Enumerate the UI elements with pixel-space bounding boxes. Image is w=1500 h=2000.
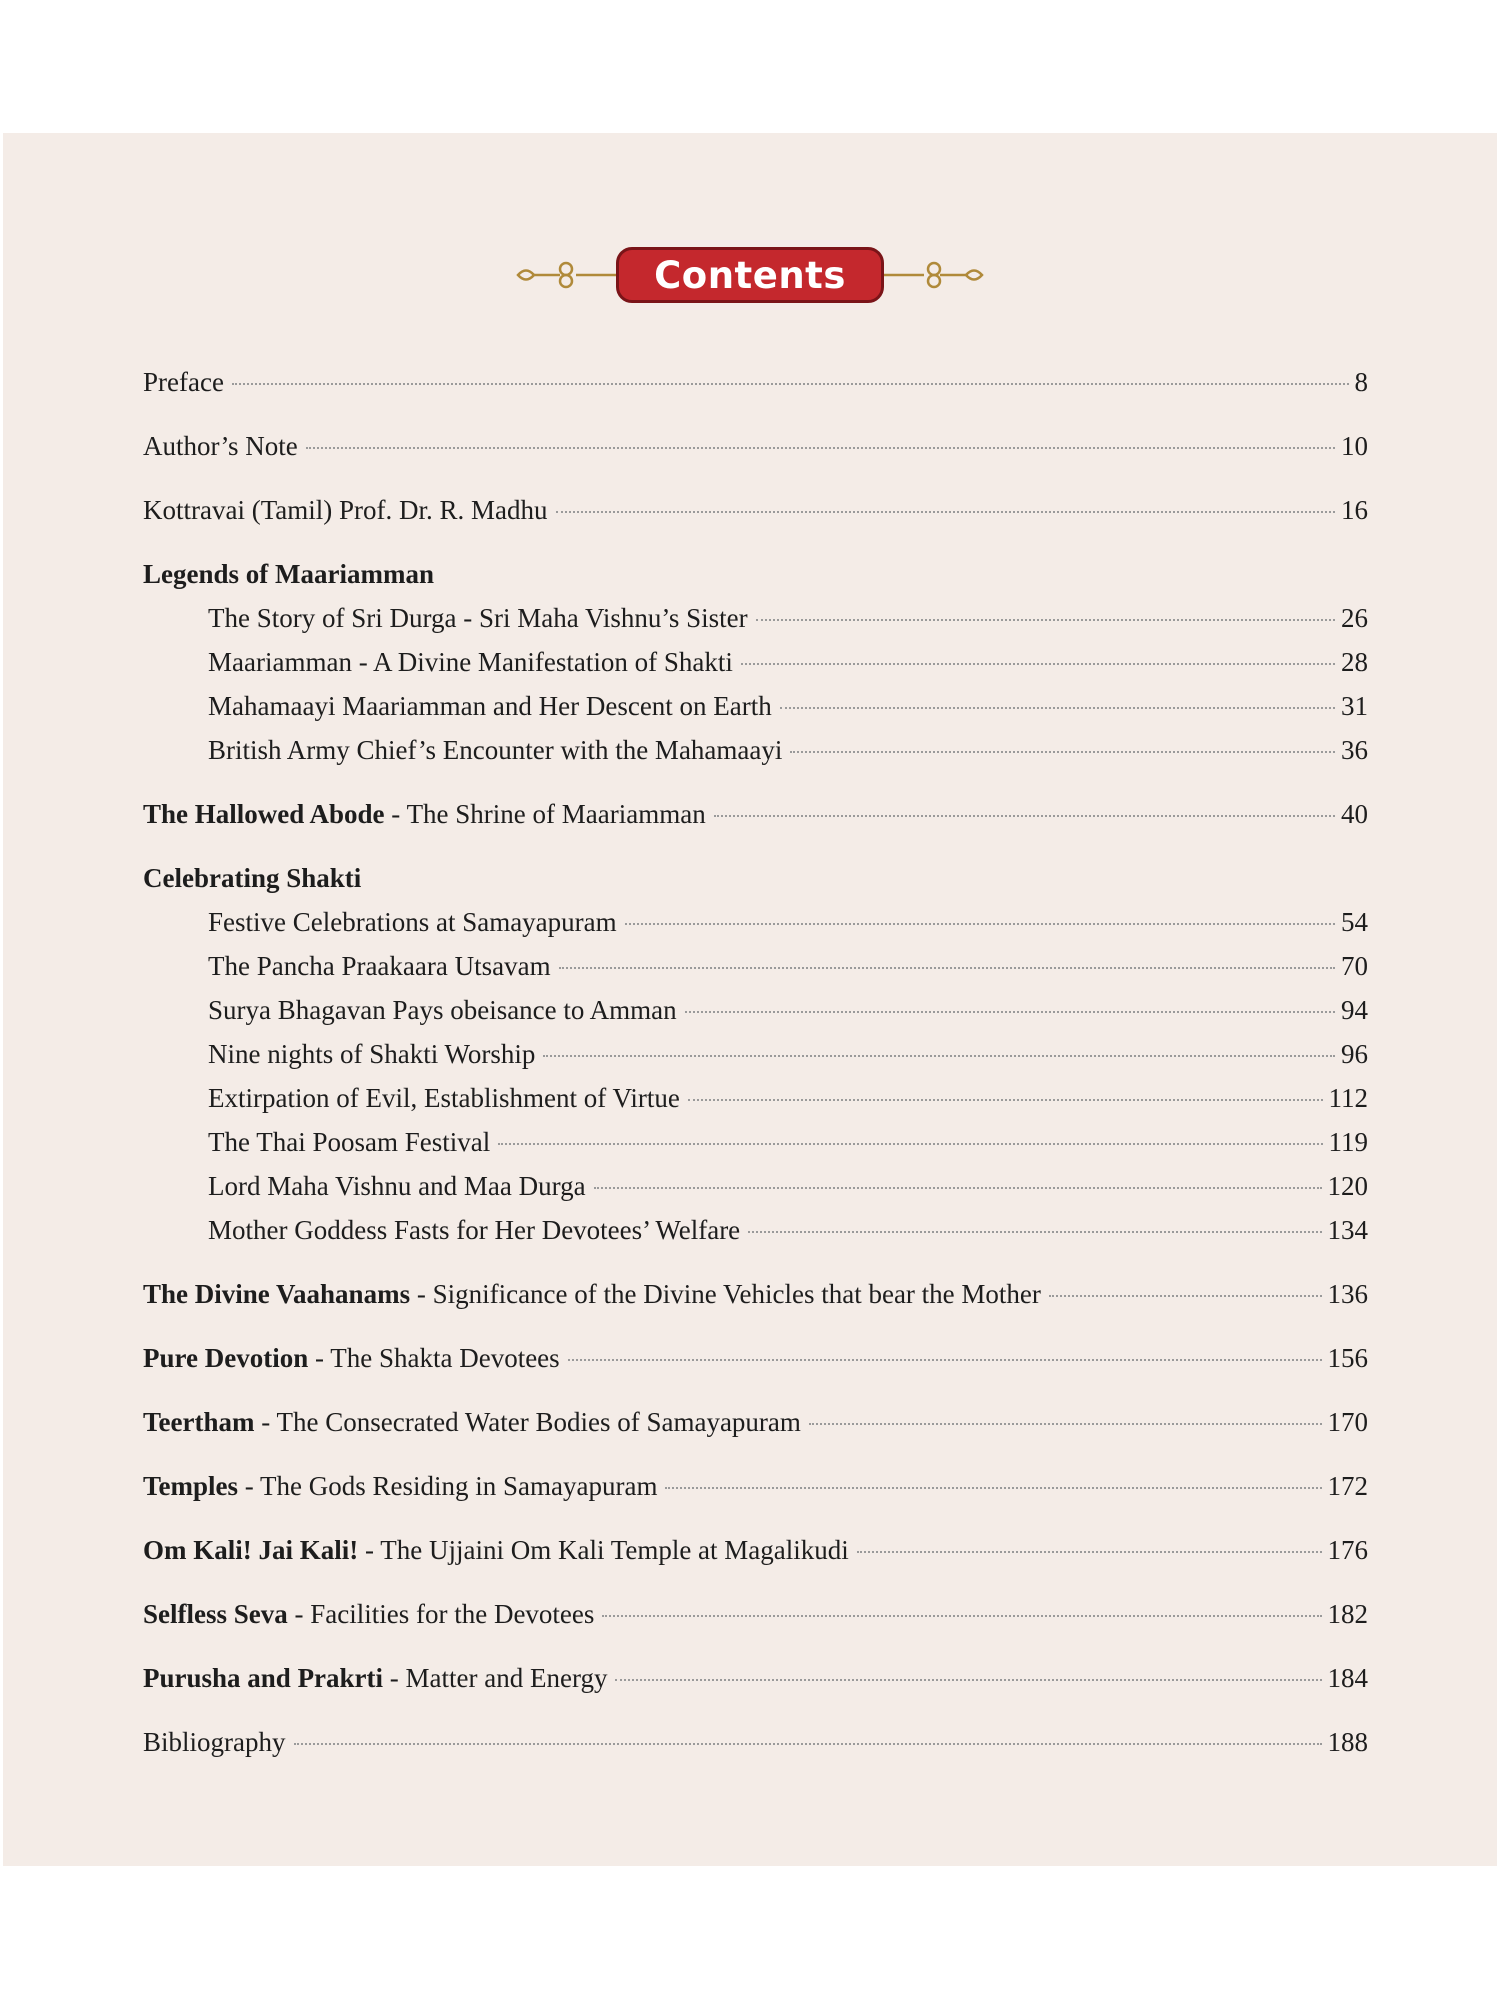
toc-entry-text: Author’s Note <box>143 431 298 461</box>
toc-page-number: 120 <box>1327 1171 1368 1201</box>
toc-entry-text: Surya Bhagavan Pays obeisance to Amman <box>208 995 677 1025</box>
toc-entry <box>143 1278 1368 1310</box>
toc-entry-separator: - <box>254 1407 277 1437</box>
toc-page-number: 184 <box>1327 1663 1368 1693</box>
toc-entry-title <box>208 906 617 938</box>
toc-entry-title <box>208 690 772 722</box>
dot-leader <box>625 923 1335 925</box>
toc-entry-title <box>208 1126 490 1158</box>
toc-page-number: 40 <box>1341 799 1368 829</box>
toc-entry-text: British Army Chief’s Encounter with the Mahamaayi <box>208 735 783 765</box>
toc-entry-title <box>143 798 706 830</box>
toc-entry <box>143 494 1368 526</box>
dot-leader <box>665 1487 1321 1489</box>
dot-leader <box>498 1143 1322 1145</box>
toc-entry-text: Facilities for the Devotees <box>310 1599 595 1629</box>
dot-leader <box>306 447 1335 449</box>
toc-page-number: 188 <box>1327 1727 1368 1757</box>
dot-leader <box>790 751 1335 753</box>
toc-page-number: 16 <box>1341 495 1368 525</box>
toc-entry-text: Festive Celebrations at Samayapuram <box>208 907 617 937</box>
dot-leader <box>1049 1295 1322 1297</box>
dot-leader <box>556 511 1335 513</box>
toc-entry-title <box>143 366 224 398</box>
dot-leader <box>688 1099 1323 1101</box>
toc-page-number: 119 <box>1328 1127 1368 1157</box>
toc-entry-bold-title: Om Kali! Jai Kali! <box>143 1535 359 1565</box>
toc-entry <box>208 906 1368 938</box>
toc-page-number: 176 <box>1327 1535 1368 1565</box>
toc-entry <box>143 1534 1368 1566</box>
toc-entry-separator: - <box>358 1535 381 1565</box>
toc-entry <box>143 1662 1368 1694</box>
dot-leader <box>685 1011 1335 1013</box>
toc-entry <box>143 366 1368 398</box>
dot-leader <box>294 1743 1322 1745</box>
dot-leader <box>780 707 1335 709</box>
toc-page-number: 136 <box>1327 1279 1368 1309</box>
toc-section-heading <box>143 862 361 894</box>
dot-leader <box>756 619 1335 621</box>
dot-leader <box>232 383 1349 385</box>
toc-entry-separator: - <box>287 1599 311 1629</box>
toc-entry-text: Preface <box>143 367 224 397</box>
toc-page-number: 134 <box>1327 1215 1368 1245</box>
toc-entry-text: The Ujjaini Om Kali Temple at Magalikudi <box>380 1535 849 1565</box>
toc-section-heading <box>143 558 434 590</box>
toc-entry-title <box>143 494 548 526</box>
toc-entry-text: The Shrine of Maariamman <box>406 799 706 829</box>
toc-page-number: 112 <box>1328 1083 1368 1113</box>
toc-entry <box>208 602 1368 634</box>
toc-page-number: 70 <box>1341 951 1368 981</box>
toc-entry <box>143 1726 1368 1758</box>
toc-entry-title <box>143 1470 657 1502</box>
left-ornament-icon <box>516 260 616 290</box>
toc-entry-text: The Shakta Devotees <box>330 1343 560 1373</box>
toc-entry-title <box>143 1278 1041 1310</box>
dot-leader <box>714 815 1335 817</box>
toc-entry <box>208 994 1368 1026</box>
toc-entry-text: The Thai Poosam Festival <box>208 1127 491 1157</box>
toc-entry <box>143 1342 1368 1374</box>
toc-page-number: 172 <box>1327 1471 1368 1501</box>
toc-entry-bold-title: The Hallowed Abode <box>143 799 385 829</box>
toc-entry-title <box>143 1534 849 1566</box>
toc-entry-text: Matter and Energy <box>405 1663 608 1693</box>
dot-leader <box>543 1055 1335 1057</box>
dot-leader <box>857 1551 1322 1553</box>
toc-page-number: 8 <box>1354 367 1368 397</box>
toc-page-number: 28 <box>1341 647 1368 677</box>
toc-entry-separator: - <box>238 1471 261 1501</box>
toc-section-title: Legends of Maariamman <box>143 559 434 589</box>
toc-entry-title <box>208 1038 535 1070</box>
toc-page-number: 96 <box>1341 1039 1368 1069</box>
toc-entry <box>143 430 1368 462</box>
toc-entry-bold-title: Purusha and Prakrti <box>143 1663 384 1693</box>
toc-entry-text: Extirpation of Evil, Establishment of Virtue <box>208 1083 680 1113</box>
toc-entry <box>208 1170 1368 1202</box>
toc-page-number: 182 <box>1327 1599 1368 1629</box>
toc-entry-title <box>143 1406 801 1438</box>
toc-entry <box>208 1126 1368 1158</box>
toc-entry-separator: - <box>410 1279 433 1309</box>
toc-entry-bold-title: Temples <box>143 1471 239 1501</box>
toc-entry-text: The Pancha Praakaara Utsavam <box>208 951 551 981</box>
book-page <box>3 133 1497 1866</box>
toc-entry-title <box>143 1342 560 1374</box>
toc-entry-title <box>143 430 298 462</box>
toc-entry-text: Kottravai (Tamil) Prof. Dr. R. Madhu <box>143 495 548 525</box>
toc-entry-text: The Consecrated Water Bodies of Samayapuram <box>276 1407 801 1437</box>
toc-entry <box>208 1214 1368 1246</box>
dot-leader <box>602 1615 1321 1617</box>
toc-entry <box>143 798 1368 830</box>
toc-entry <box>143 1406 1368 1438</box>
toc-entry-bold-title: The Divine Vaahanams <box>143 1279 411 1309</box>
toc-entry <box>208 734 1368 766</box>
toc-entry-separator: - <box>384 799 407 829</box>
dot-leader <box>748 1231 1321 1233</box>
toc-entry-bold-title: Pure Devotion <box>143 1343 309 1373</box>
toc-entry-separator: - <box>308 1343 331 1373</box>
toc-entry-title <box>208 734 782 766</box>
toc-entry-title <box>208 646 733 678</box>
toc-entry-title <box>208 950 551 982</box>
toc-page-number: 94 <box>1341 995 1368 1025</box>
toc-entry-title <box>208 994 677 1026</box>
toc-entry-text: Lord Maha Vishnu and Maa Durga <box>208 1171 586 1201</box>
toc-page-number: 170 <box>1327 1407 1368 1437</box>
toc-entry-bold-title: Selfless Seva <box>143 1599 288 1629</box>
dot-leader <box>559 967 1335 969</box>
toc-entry <box>208 950 1368 982</box>
toc-entry-text: Nine nights of Shakti Worship <box>208 1039 536 1069</box>
toc-page-number: 26 <box>1341 603 1368 633</box>
toc-entry-text: Mahamaayi Maariamman and Her Descent on Earth <box>208 691 772 721</box>
toc-page-number: 10 <box>1341 431 1368 461</box>
dot-leader <box>809 1423 1322 1425</box>
toc-entry-bold-title: Teertham <box>143 1407 255 1437</box>
right-ornament-icon <box>884 260 984 290</box>
toc-entry-title <box>208 1214 740 1246</box>
contents-header <box>3 243 1497 307</box>
toc-entry <box>208 1038 1368 1070</box>
toc-entry-text: The Gods Residing in Samayapuram <box>260 1471 658 1501</box>
toc-page-number: 156 <box>1327 1343 1368 1373</box>
dot-leader <box>568 1359 1322 1361</box>
toc-entry <box>208 1082 1368 1114</box>
toc-entry <box>208 690 1368 722</box>
toc-entry-text: Significance of the Divine Vehicles that bear the Mother <box>432 1279 1041 1309</box>
contents-title-badge <box>616 247 884 303</box>
toc-page-number: 31 <box>1341 691 1368 721</box>
toc-entry-title <box>143 1662 607 1694</box>
dot-leader <box>615 1679 1321 1681</box>
toc-entry-text: Maariamman - A Divine Manifestation of Shakti <box>208 647 733 677</box>
dot-leader <box>594 1187 1322 1189</box>
toc-entry <box>143 1598 1368 1630</box>
contents-title: Contents <box>654 253 846 297</box>
toc-entry-title <box>143 1726 286 1758</box>
toc-entry <box>143 1470 1368 1502</box>
toc-entry-title <box>143 1598 594 1630</box>
toc-entry-title <box>208 1082 680 1114</box>
toc-entry-title <box>208 1170 586 1202</box>
toc-entry-title <box>208 602 748 634</box>
toc-page-number: 36 <box>1341 735 1368 765</box>
toc-section-title: Celebrating Shakti <box>143 863 362 893</box>
toc-entry-text: The Story of Sri Durga - Sri Maha Vishnu’s Sister <box>208 603 748 633</box>
toc-entry-text: Mother Goddess Fasts for Her Devotees’ Welfare <box>208 1215 741 1245</box>
toc-entry <box>208 646 1368 678</box>
toc-entry-separator: - <box>383 1663 406 1693</box>
toc-entry-text: Bibliography <box>143 1727 286 1757</box>
dot-leader <box>741 663 1335 665</box>
toc-page-number: 54 <box>1341 907 1368 937</box>
